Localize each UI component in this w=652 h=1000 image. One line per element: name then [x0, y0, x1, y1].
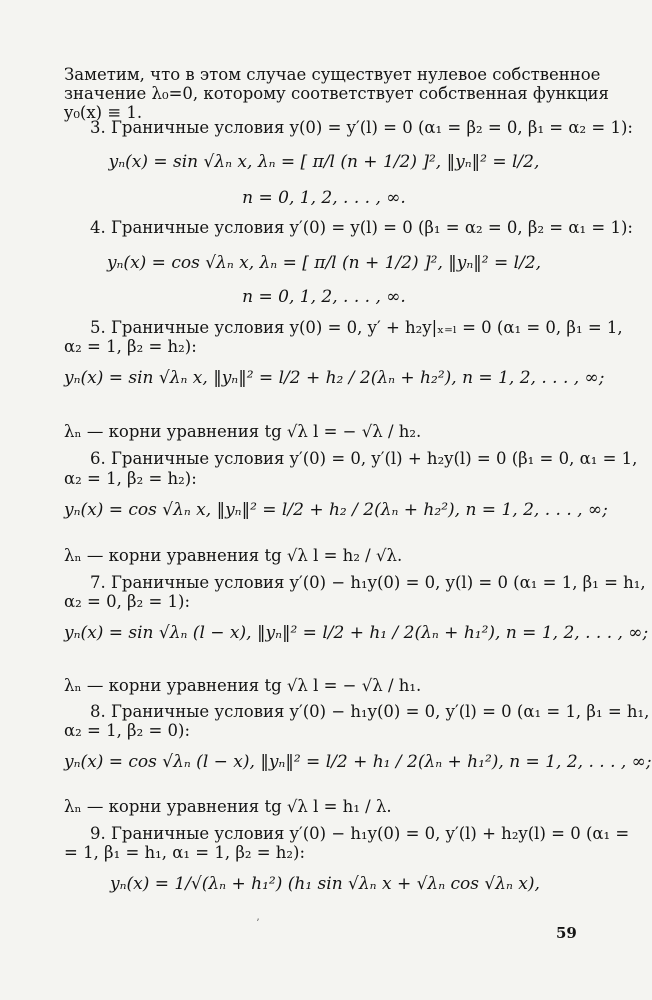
page-number: 59: [556, 924, 577, 942]
formula: yₙ(x) = cos √λₙ x, ‖yₙ‖² = l/2 + h₂ / 2(λₙ + h₂²), n = 1, 2, . . . , ∞;: [64, 500, 608, 520]
text-line: α₂ = 1, β₂ = h₂):: [64, 337, 197, 356]
text-line: Заметим, что в этом случае существует нулевое собственное: [64, 65, 601, 84]
text-line: λₙ — корни уравнения tg √λ l = − √λ / h₁.: [64, 676, 422, 695]
formula: yₙ(x) = 1/√(λₙ + h₁²) (h₁ sin √λₙ x + √λₙ cos √λₙ x),: [110, 874, 540, 894]
formula: yₙ(x) = sin √λₙ (l − x), ‖yₙ‖² = l/2 + h₁ / 2(λₙ + h₁²), n = 1, 2, . . . , ∞;: [64, 623, 649, 643]
condition-heading: 9. Граничные условия y′(0) − h₁y(0) = 0, y′(l) + h₂y(l) = 0 (α₁ =: [90, 824, 630, 843]
condition-heading: 7. Граничные условия y′(0) − h₁y(0) = 0, y(l) = 0 (α₁ = 1, β₁ = h₁,: [90, 573, 646, 592]
condition-heading: 5. Граничные условия y(0) = 0, y′ + h₂y|ₓ₌ₗ = 0 (α₁ = 0, β₁ = 1,: [90, 318, 623, 337]
text-line: = 1, β₁ = h₁, α₁ = 1, β₂ = h₂):: [64, 843, 306, 862]
condition-heading: 3. Граничные условия y(0) = y′(l) = 0 (α₁ = β₂ = 0, β₁ = α₂ = 1):: [90, 118, 633, 137]
formula: yₙ(x) = cos √λₙ x, λₙ = [ π/l (n + 1/2) ]², ‖yₙ‖² = l/2,: [106, 253, 542, 273]
printing-mark: ʼ: [256, 918, 260, 929]
formula: yₙ(x) = cos √λₙ (l − x), ‖yₙ‖² = l/2 + h₁ / 2(λₙ + h₁²), n = 1, 2, . . . , ∞;: [64, 752, 652, 772]
condition-heading: 8. Граничные условия y′(0) − h₁y(0) = 0, y′(l) = 0 (α₁ = 1, β₁ = h₁,: [90, 702, 650, 721]
text-line: λₙ — корни уравнения tg √λ l = h₂ / √λ.: [64, 546, 403, 565]
text-line: λₙ — корни уравнения tg √λ l = h₁ / λ.: [64, 797, 392, 816]
text-line: y₀(x) ≡ 1.: [64, 103, 143, 122]
text-line: λₙ — корни уравнения tg √λ l = − √λ / h₂.: [64, 422, 422, 441]
formula: n = 0, 1, 2, . . . , ∞.: [242, 287, 406, 307]
formula: yₙ(x) = sin √λₙ x, ‖yₙ‖² = l/2 + h₂ / 2(λₙ + h₂²), n = 1, 2, . . . , ∞;: [64, 368, 605, 388]
condition-heading: 4. Граничные условия y′(0) = y(l) = 0 (β₁ = α₂ = 0, β₂ = α₁ = 1):: [90, 218, 633, 237]
text-line: α₂ = 1, β₂ = 0):: [64, 721, 191, 740]
text-line: значение λ₀=0, которому соответствует собственная функция: [64, 84, 609, 103]
text-line: α₂ = 1, β₂ = h₂):: [64, 469, 197, 488]
text-line: α₂ = 0, β₂ = 1):: [64, 592, 191, 611]
formula: n = 0, 1, 2, . . . , ∞.: [242, 188, 406, 208]
formula: yₙ(x) = sin √λₙ x, λₙ = [ π/l (n + 1/2) ]², ‖yₙ‖² = l/2,: [108, 152, 540, 172]
condition-heading: 6. Граничные условия y′(0) = 0, y′(l) + h₂y(l) = 0 (β₁ = 0, α₁ = 1,: [90, 449, 638, 468]
